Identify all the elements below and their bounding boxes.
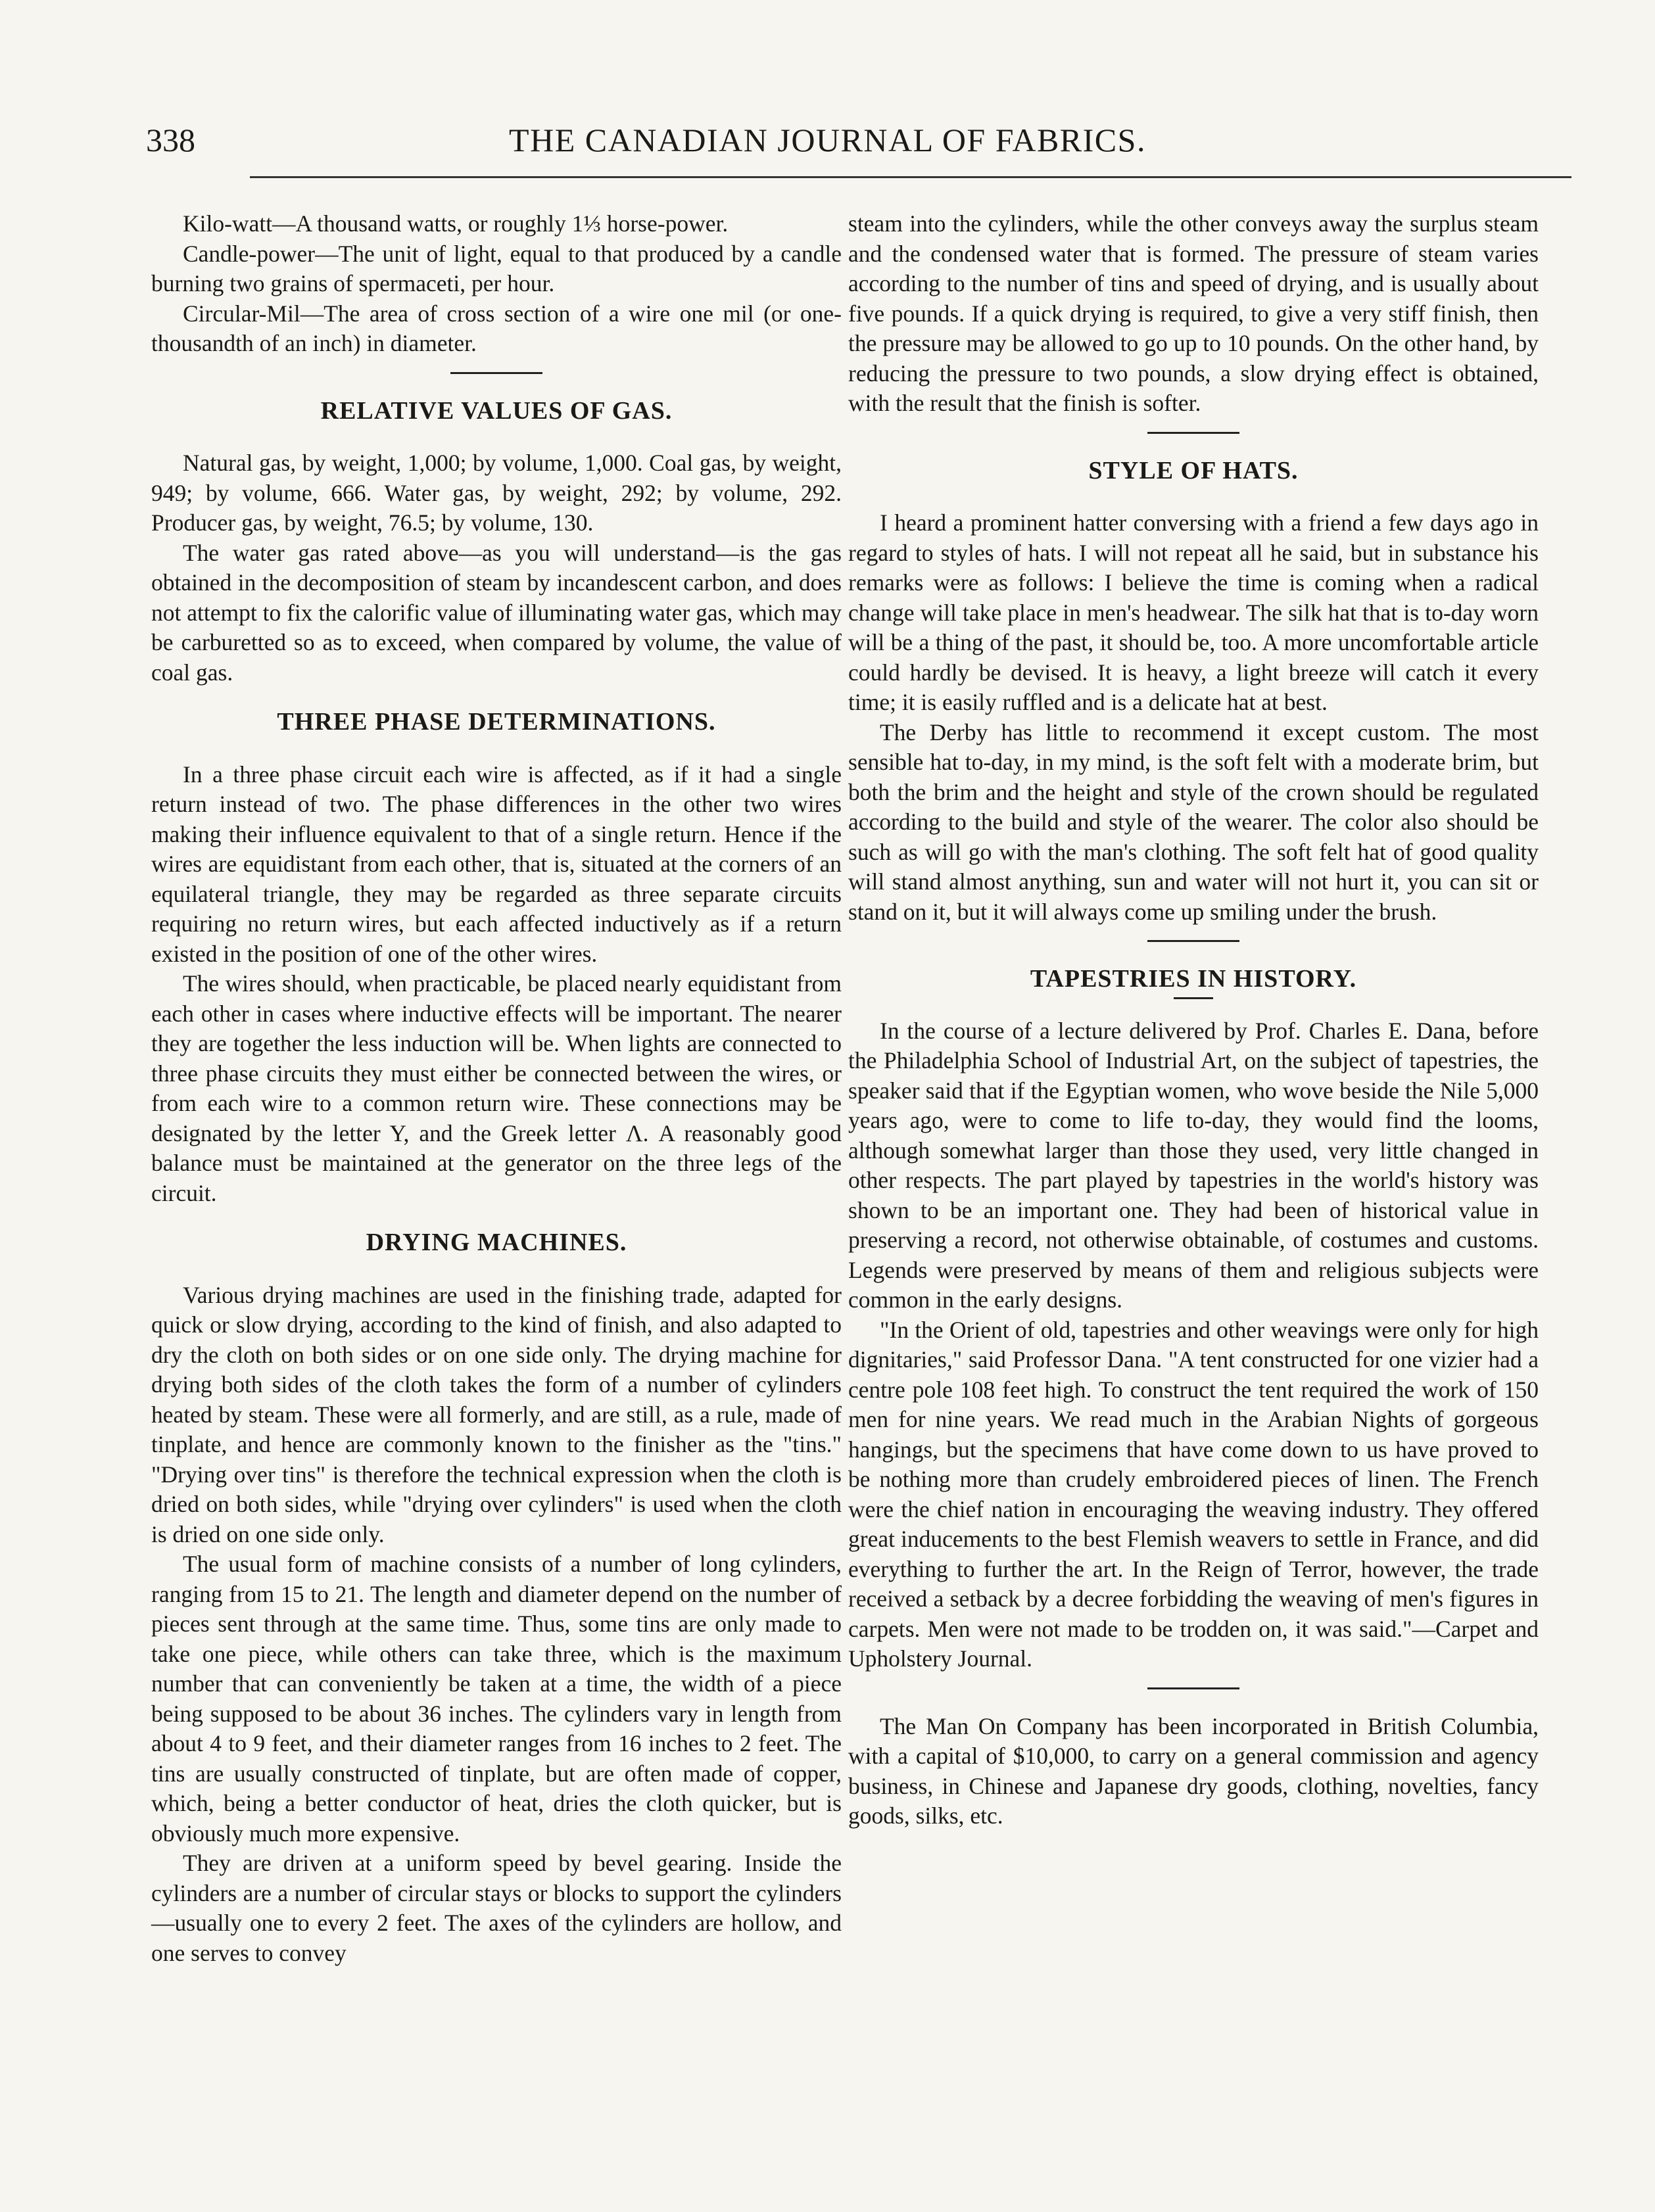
drying-paragraph: They are driven at a uniform speed by bevel gearing. Inside the cylinders are a number of circular stays or blocks to support the cylinders—usually one to every 2 feet. The axes of the cylinders are hollow, and one serves to convey [151, 1850, 842, 1966]
section-divider [450, 372, 542, 374]
drying-continued-paragraph: steam into the cylinders, while the other conveys away the surplus steam and the condensed water that is formed. The pressure of steam varies according to the number of tins and speed of drying, and is usually about five pounds. If a quick drying is required, to give a very stiff finish, then the pressure may be allowed to go up to 10 pounds. On the other hand, by reducing the pressure to two pounds, a slow drying effect is obtained, with the result that the finish is softer. [848, 210, 1539, 416]
gas-paragraph: Natural gas, by weight, 1,000; by volume, 1,000. Coal gas, by weight, 949; by volume, 666. Water gas, by weight, 292; by volume, 292. Producer gas, by weight, 76.5; by volume, 130. [151, 450, 842, 536]
definition-kilo-watt: Kilo-watt—A thousand watts, or roughly 1⅓ horse-power. [183, 210, 729, 237]
definition-candle-power: Candle-power—The unit of light, equal to that produced by a candle burning two grains of spermaceti, per hour. [151, 240, 842, 296]
page-number: 338 [146, 122, 195, 158]
tapestries-paragraph: "In the Orient of old, tapestries and other weavings were only for high dignitaries," said Professor Dana. "A tent constructed for one vizier had a centre pole 108 feet high. To construct the tent required the work of 150 men for nine years. We read much in the Arabian Nights of gorgeous hangings, but the specimens that have come down to us have proved to be nothing more than crudely embroidered pieces of linen. The French were the chief nation in encouraging the weaving industry. They offered great inducements to the best Flemish weavers to settle in France, and did everything to further the art. In the Reign of Terror, however, the trade received a setback by a decree forbidding the weaving of men's figures in carpets. Men were not made to be trodden on, it was said."—Carpet and Upholstery Journal. [848, 1316, 1539, 1672]
tapestries-paragraph: In the course of a lecture delivered by Prof. Charles E. Dana, before the Philadelphia School of Industrial Art, on the subject of tapestries, the speaker said that if the Egyptian women, who wove beside the Nile 5,000 years ago, were to come to life to-day, they would find the looms, although somewhat larger than those they used, very little changed in other respects. The part played by tapestries in the world's history was shown to be an important one. They had been of historical value in preserving a record, not otherwise obtainable, of costumes and customs. Legends were preserved by means of them and religious subjects were common in the early designs. [848, 1017, 1539, 1313]
three-phase-paragraph: In a three phase circuit each wire is affected, as if it had a single return instead of two. The phase differences in the other two wires making their influence equivalent to that of a single return. Hence if the wires are equidistant from each other, that is, situated at the corners of an equilateral triangle, they may be regarded as three separate circuits requiring no return wires, but each affected inductively as if a return existed in the position of one of the other wires. [151, 761, 842, 967]
hats-section-title: STYLE OF HATS. [1088, 456, 1299, 484]
definition-circular-mil: Circular-Mil—The area of cross section of a wire one mil (or one-thousandth of an inch) in diameter. [151, 300, 842, 356]
section-divider [1147, 940, 1239, 942]
gas-section-title: RELATIVE VALUES OF GAS. [320, 396, 673, 425]
company-notice: The Man On Company has been incorporated in British Columbia, with a capital of $10,000, to carry on a general commission and agency business, in Chinese and Japanese dry goods, clothing, novelties, fancy goods, silks, etc. [848, 1712, 1539, 1829]
title-underline [1174, 997, 1213, 999]
left-column [151, 209, 842, 1968]
section-divider [1147, 1687, 1239, 1689]
drying-section-title: DRYING MACHINES. [366, 1229, 627, 1256]
drying-paragraph: Various drying machines are used in the finishing trade, adapted for quick or slow drying, according to the kind of finish, and also adapted to dry the cloth on both sides or on one side only. The drying machine for drying both sides of the cloth takes the form of a number of cylinders heated by steam. These were all formerly, and are still, as a rule, made of tinplate, and hence are commonly known to the finisher as the "tins." "Drying over tins" is therefore the technical expression when the cloth is dried on both sides, while "drying over cylinders" is used when the cloth is dried on one side only. [151, 1281, 842, 1547]
journal-title: THE CANADIAN JOURNAL OF FABRICS. [509, 122, 1146, 158]
three-phase-section-title: THREE PHASE DETERMINATIONS. [277, 708, 716, 736]
drying-paragraph: The usual form of machine consists of a number of long cylinders, ranging from 15 to 21. The length and diameter depend on the number of pieces sent through at the same time. Thus, some tins are only made to take one piece, while others can take three, which is the maximum number that can conveniently be taken at a time, the width of a piece being supposed to be about 36 inches. The cylinders vary in length from about 4 to 9 feet, and their diameter ranges from 16 inches to 2 feet. The tins are usually constructed of tinplate, but are often made of copper, which, being a better conductor of heat, dries the cloth quicker, but is obviously much more expensive. [151, 1551, 842, 1847]
header-rule [250, 176, 1571, 178]
gas-paragraph: The water gas rated above—as you will understand—is the gas obtained in the decomposition of steam by incandescent carbon, and does not attempt to fix the calorific value of illuminating water gas, which may be carburetted so as to exceed, when compared by volume, the value of coal gas. [151, 539, 842, 686]
tapestries-section-title: TAPESTRIES IN HISTORY. [1030, 965, 1357, 993]
definitions [151, 209, 842, 359]
hats-paragraph: The Derby has little to recommend it except custom. The most sensible hat to-day, in my mind, is the soft felt with a moderate brim, but both the brim and the height and style of the crown should be regulated according to the build and style of the wearer. The color also should be such as will go with the man's clothing. The soft felt hat of good quality will stand almost anything, sun and water will not hurt it, you can sit or stand on it, but it will always come up smiling under the brush. [848, 718, 1539, 925]
hats-paragraph: I heard a prominent hatter conversing with a friend a few days ago in regard to styles of hats. I will not repeat all he said, but in substance his remarks were as follows: I believe the time is coming when a radical change will take place in men's headwear. The silk hat that is to-day worn will be a thing of the past, it should be, too. A more uncomfortable article could hardly be devised. It is heavy, a light breeze will catch it every time; it is easily ruffled and is a delicate hat at best. [848, 509, 1539, 715]
section-divider [1147, 432, 1239, 434]
right-column [848, 209, 1539, 1831]
three-phase-paragraph: The wires should, when practicable, be placed nearly equidistant from each other in cases where inductive effects will be important. The nearer they are together the less induction will be. When lights are connected to three phase circuits they must either be connected between the wires, or from each wire to a common return wire. These connections may be designated by the letter Y, and the Greek letter Λ. A reasonably good balance must be maintained at the generator on the three legs of the circuit. [151, 970, 842, 1206]
